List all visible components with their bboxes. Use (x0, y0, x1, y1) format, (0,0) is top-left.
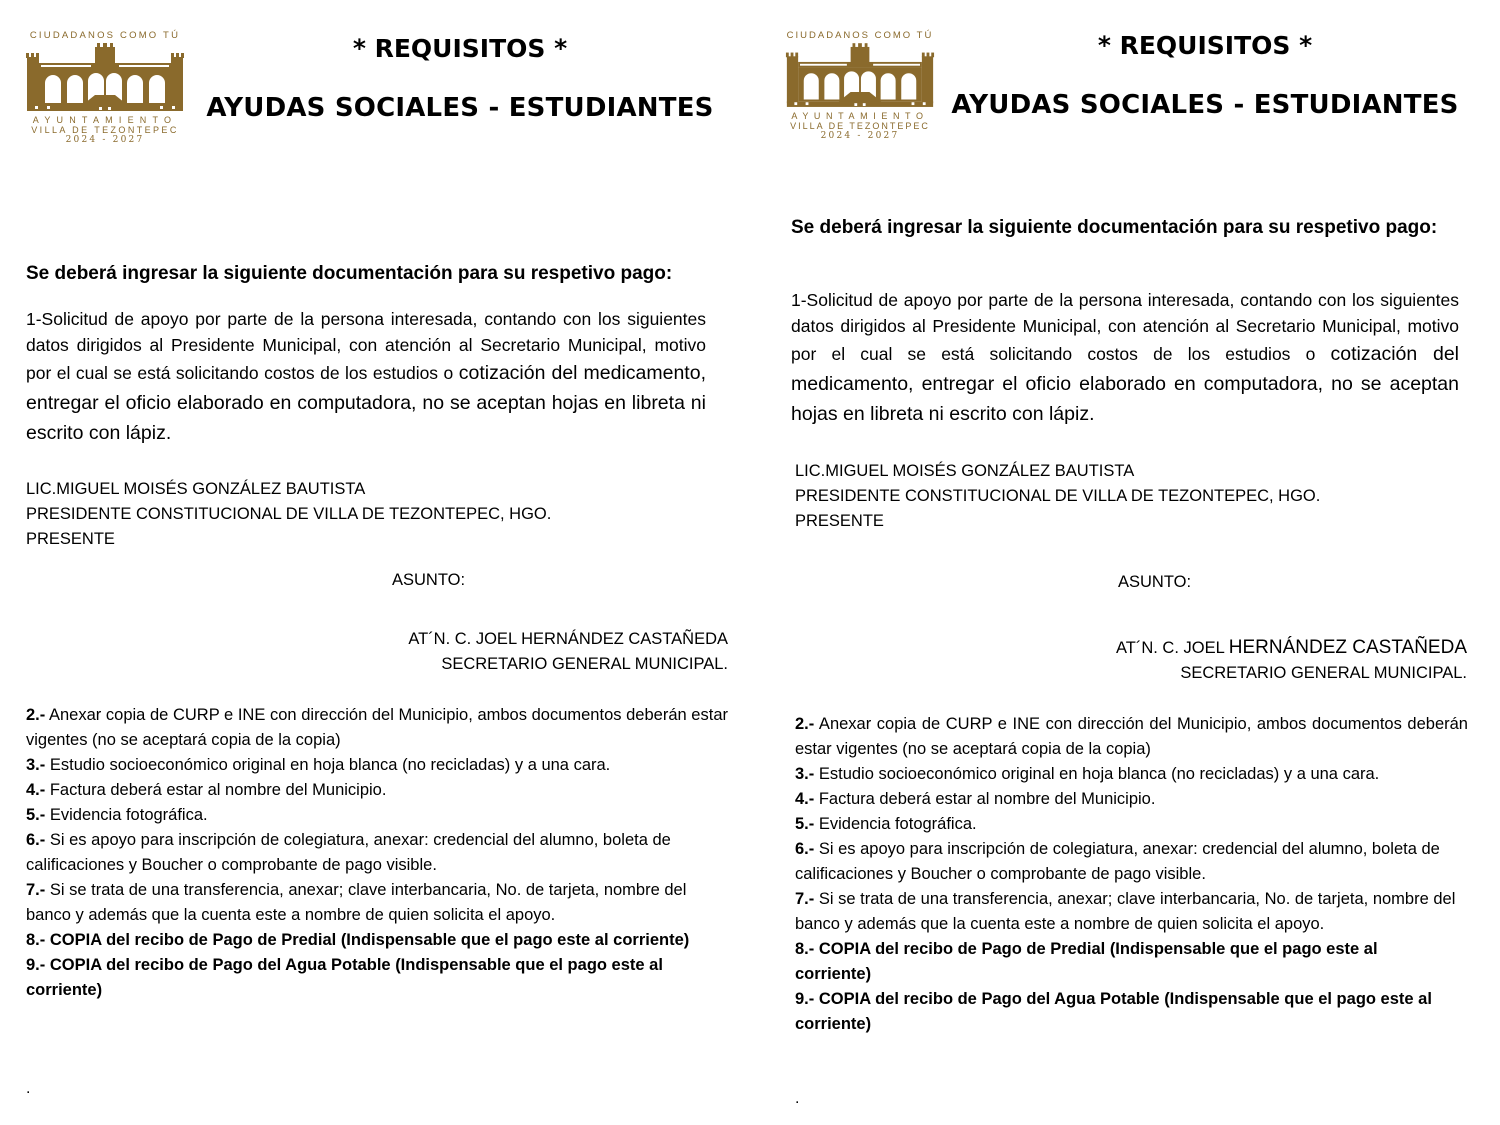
requirement-2: 2.- Anexar copia de CURP e INE con dirección del Municipio, ambos documentos deberán estar vigentes (no se aceptará copia de la copia) (26, 706, 728, 749)
requirement-1-text-a: 1-Solicitud de apoyo por parte de la persona interesada, contando con los siguientes datos dirigidos al Presidente Municipal, con atención al Secretario Municipal, motivo por el cual se está solicitando costos de los estudios o (26, 309, 706, 383)
requirement-1 (26, 306, 706, 448)
requirement-9: 9.- COPIA del recibo de Pago del Agua Potable (Indispensable que el pago este al corriente) (795, 990, 1432, 1033)
requirement-6: 6.- Si es apoyo para inscripción de colegiatura, anexar: credencial del alumno, boleta de calificaciones y Boucher o comprobante de pago visible. (795, 840, 1440, 883)
requirement-2: 2.- Anexar copia de CURP e INE con dirección del Municipio, ambos documentos deberán estar vigentes (no se aceptará copia de la copia) (795, 715, 1468, 758)
requirements-list (26, 703, 728, 1003)
addressee-block (26, 477, 551, 552)
attention-title: SECRETARIO GENERAL MUNICIPAL. (441, 655, 728, 673)
attention-block (300, 627, 728, 677)
logo-years: 2024 - 2027 (65, 135, 145, 145)
requirement-6: 6.- Si es apoyo para inscripción de colegiatura, anexar: credencial del alumno, boleta de calificaciones y Boucher o comprobante de pago visible. (26, 831, 671, 874)
addressee-title: PRESIDENTE CONSTITUCIONAL DE VILLA DE TEZONTEPEC, HGO. (26, 505, 552, 523)
building-icon (25, 43, 185, 113)
requirement-1-text-b: cotización del medicamento, entregar el oficio elaborado en computadora, no se aceptan hojas en libreta ni escrito con lápiz. (791, 343, 1459, 425)
asunto-label: ASUNTO: (1118, 573, 1192, 591)
addressee-name: LIC.MIGUEL MOISÉS GONZÁLEZ BAUTISTA (795, 462, 1135, 480)
requirement-8: 8.- COPIA del recibo de Pago de Predial (Indispensable que el pago este al corriente) (795, 940, 1378, 983)
requirements-list (795, 712, 1468, 1037)
attention-title: SECRETARIO GENERAL MUNICIPAL. (1180, 664, 1467, 682)
logo-ayuntamiento: AYUNTAMIENTO (791, 111, 929, 121)
page-title: * REQUISITOS * (352, 34, 568, 63)
logo-ayuntamiento: AYUNTAMIENTO (32, 115, 178, 125)
logo-tagline: CIUDADANOS COMO TÚ (29, 30, 181, 41)
addressee-name: LIC.MIGUEL MOISÉS GONZÁLEZ BAUTISTA (26, 480, 366, 498)
addressee-presente: PRESENTE (795, 512, 884, 530)
intro-heading: Se deberá ingresar la siguiente documentación para su respetivo pago: (791, 217, 1438, 238)
attention-name: HERNÁNDEZ CASTAÑEDA (1228, 637, 1467, 658)
asunto-label: ASUNTO: (392, 571, 466, 589)
requirement-3: 3.- Estudio socioeconómico original en hoja blanca (no recicladas) y a una cara. (795, 765, 1380, 783)
trailing-dot: . (795, 1090, 800, 1107)
municipality-logo (20, 30, 190, 145)
requirement-1-text-a: 1-Solicitud de apoyo por parte de la persona interesada, contando con los siguientes datos dirigidos al Presidente Municipal, con atención al Secretario Municipal, motivo por el cual se está solicitando costos de los estudios o (791, 290, 1459, 364)
requirement-3: 3.- Estudio socioeconómico original en hoja blanca (no recicladas) y a una cara. (26, 756, 611, 774)
logo-years: 2024 - 2027 (820, 131, 900, 141)
requirement-1 (791, 287, 1459, 429)
requirement-1-text-b: cotización del medicamento, entregar el oficio elaborado en computadora, no se aceptan hojas en libreta ni escrito con lápiz. (26, 362, 706, 444)
attention-prefix: AT´N. C. JOEL (1115, 639, 1225, 657)
requirement-5: 5.- Evidencia fotográfica. (26, 806, 208, 824)
intro-heading: Se deberá ingresar la siguiente documentación para su respetivo pago: (26, 263, 673, 284)
requirement-4: 4.- Factura deberá estar al nombre del Municipio. (26, 781, 387, 799)
addressee-block (795, 459, 1320, 534)
addressee-title: PRESIDENTE CONSTITUCIONAL DE VILLA DE TEZONTEPEC, HGO. (795, 487, 1321, 505)
requirement-5: 5.- Evidencia fotográfica. (795, 815, 977, 833)
page-subtitle: AYUDAS SOCIALES - ESTUDIANTES (951, 90, 1459, 120)
requirement-7: 7.- Si se trata de una transferencia, anexar; clave interbancaria, No. de tarjeta, nombre del banco y además que la cuenta este a nombre de quien solicita el apoyo. (795, 890, 1456, 933)
municipality-logo (780, 30, 940, 141)
requirement-7: 7.- Si se trata de una transferencia, anexar; clave interbancaria, No. de tarjeta, nombre del banco y además que la cuenta este a nombre de quien solicita el apoyo. (26, 881, 687, 924)
addressee-presente: PRESENTE (26, 530, 115, 548)
document-panel-right (760, 0, 1500, 1125)
logo-villa: VILLA DE TEZONTEPEC (31, 125, 179, 135)
attention-block (1010, 635, 1467, 686)
trailing-dot: . (26, 1080, 31, 1097)
page-subtitle: AYUDAS SOCIALES - ESTUDIANTES (206, 93, 714, 123)
logo-villa: VILLA DE TEZONTEPEC (790, 121, 930, 131)
building-icon (785, 43, 935, 109)
attention-name: HERNÁNDEZ CASTAÑEDA (521, 630, 728, 648)
page-title: * REQUISITOS * (1097, 31, 1313, 60)
requirement-9: 9.- COPIA del recibo de Pago del Agua Potable (Indispensable que el pago este al corriente) (26, 956, 663, 999)
attention-prefix: AT´N. C. JOEL (408, 630, 517, 648)
requirement-8: 8.- COPIA del recibo de Pago de Predial (Indispensable que el pago este al corriente) (26, 931, 690, 949)
requirement-4: 4.- Factura deberá estar al nombre del Municipio. (795, 790, 1156, 808)
logo-tagline: CIUDADANOS COMO TÚ (786, 30, 934, 41)
